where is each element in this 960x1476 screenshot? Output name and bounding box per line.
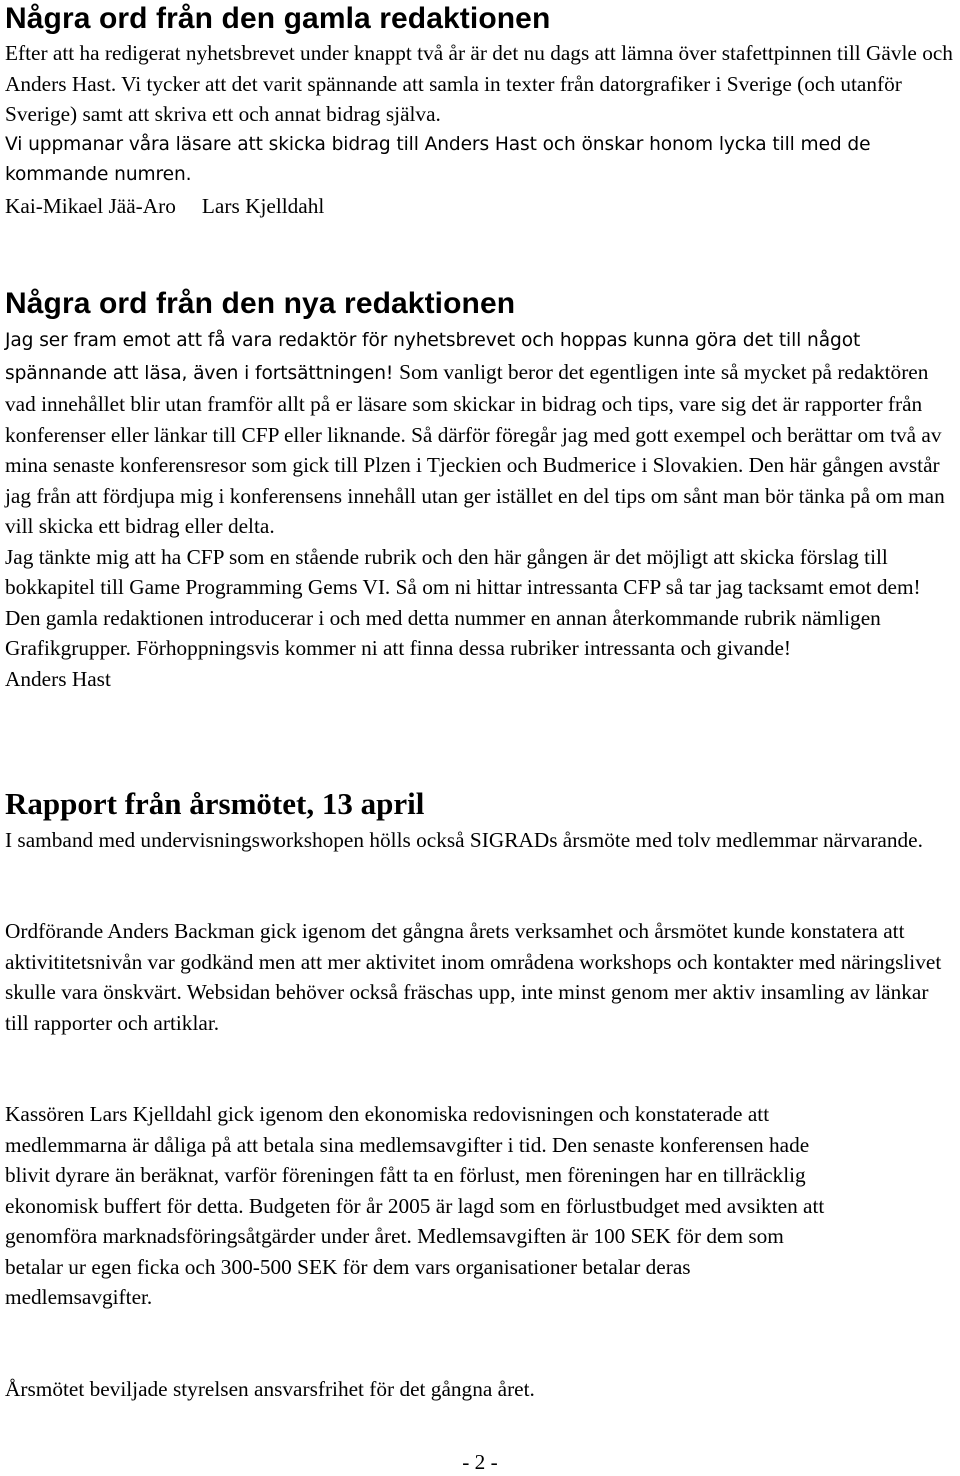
- annual-meeting-paragraph-2-wrap: [5, 916, 955, 1038]
- new-editorial-paragraph-serif: Som vanligt beror det egentligen inte så mycket på redaktören vad innehållet blir utan framför allt på er läsare som skickar in bidrag och tips, vare sig det är rapporter från konferenser eller länkar till CFP eller liknande. Så därför föregår jag med gott exempel och berättar om två av mina senaste konferensresor som gick till Plzen i Tjeckien och Budmerice i Slovakien. Den här gången avstår jag från att fördjupa mig i konferensens innehåll utan ger istället en del tips om sånt man bör tänka på om man vill skicka ett bidrag eller delta.: [5, 359, 945, 538]
- annual-meeting-paragraph-3: Kassören Lars Kjelldahl gick igenom den ekonomiska redovisningen och konstaterade att medlemmarna är dåliga på att betala sina medlemsavgifter i tid. Den senaste konferensen hade blivit dyrare än beräknat, varför föreningen fått ta en förlust, men föreningen har en tillräcklig ekonomisk buffert för detta. Budgeten för år 2005 är lagd som en förlustbudget med avsikten att genomföra marknadsföringsåtgärder under året. Medlemsavgiften är 100 SEK för dem som betalar ur egen ficka och 300-500 SEK för dem vars organisationer betalar deras medlemsavgifter.: [5, 1102, 825, 1309]
- new-editorial-paragraph-sans: Jag ser fram emot att få vara redaktör för nyhetsbrevet och hoppas kunna göra det till något spännande att läsa, även i fortsättningen!: [5, 330, 861, 384]
- annual-meeting-paragraph-1: I samband med undervisningsworkshopen hölls också SIGRADs årsmöte med tolv medlemmar närvarande.: [5, 828, 923, 852]
- annual-meeting-paragraph-4-wrap: [5, 1374, 955, 1405]
- signature-kai-mikael: Kai-Mikael Jää-Aro: [5, 193, 176, 218]
- annual-meeting-body: [5, 825, 955, 856]
- old-editorial-paragraph: Efter att ha redigerat nyhetsbrevet under knappt två år är det nu dags att lämna över stafettpinnen till Gävle och Anders Hast. Vi tycker att det varit spännande att samla in texter från datorgrafiker i Sverige (och utanför Sverige) samt att skriva ett och annat bidrag själva.: [5, 41, 953, 126]
- annual-meeting-paragraph-4: Årsmötet beviljade styrelsen ansvarsfrihet för det gångna året.: [5, 1377, 535, 1401]
- annual-meeting-paragraph-3-wrap: [5, 1099, 825, 1313]
- new-editorial-signature: Anders Hast: [5, 666, 111, 691]
- signature-lars: Lars Kjelldahl: [201, 193, 325, 218]
- old-editorial-signatures: [5, 191, 955, 222]
- new-editorial-paragraph-2: Jag tänkte mig att ha CFP som en stående rubrik och den här gången är det möjligt att skicka förslag till bokkapitel till Game Programming Gems VI. Så om ni hittar intressanta CFP så tar jag tacksamt emot dem! Den gamla redaktionen introducerar i och med detta nummer en annan återkommande rubrik nämligen Grafikgrupper. Förhoppningsvis kommer ni att finna dessa rubriker intressanta och givande!: [5, 544, 921, 660]
- heading-annual-meeting: Rapport från årsmötet, 13 april: [5, 786, 425, 821]
- page-number: - 2 -: [462, 1450, 498, 1474]
- old-editorial-body: [5, 38, 955, 221]
- heading-old-editorial: Några ord från den gamla redaktionen: [5, 2, 551, 35]
- heading-new-editorial: Några ord från den nya redaktionen: [5, 287, 516, 320]
- new-editorial-body: [5, 326, 955, 694]
- annual-meeting-paragraph-2: Ordförande Anders Backman gick igenom det gångna årets verksamhet och årsmötet kunde konstatera att aktivititetsnivån var godkänd men att mer aktivitet inom områdena workshops och kontakter med näringslivet skulle vara önskvärt. Websidan behöver också fräschas upp, inte minst genom mer aktiv insamling av länkar till rapporter och artiklar.: [5, 919, 942, 1035]
- old-editorial-paragraph-sans: Vi uppmanar våra läsare att skicka bidrag till Anders Hast och önskar honom lycka till med de kommande numren.: [5, 133, 871, 185]
